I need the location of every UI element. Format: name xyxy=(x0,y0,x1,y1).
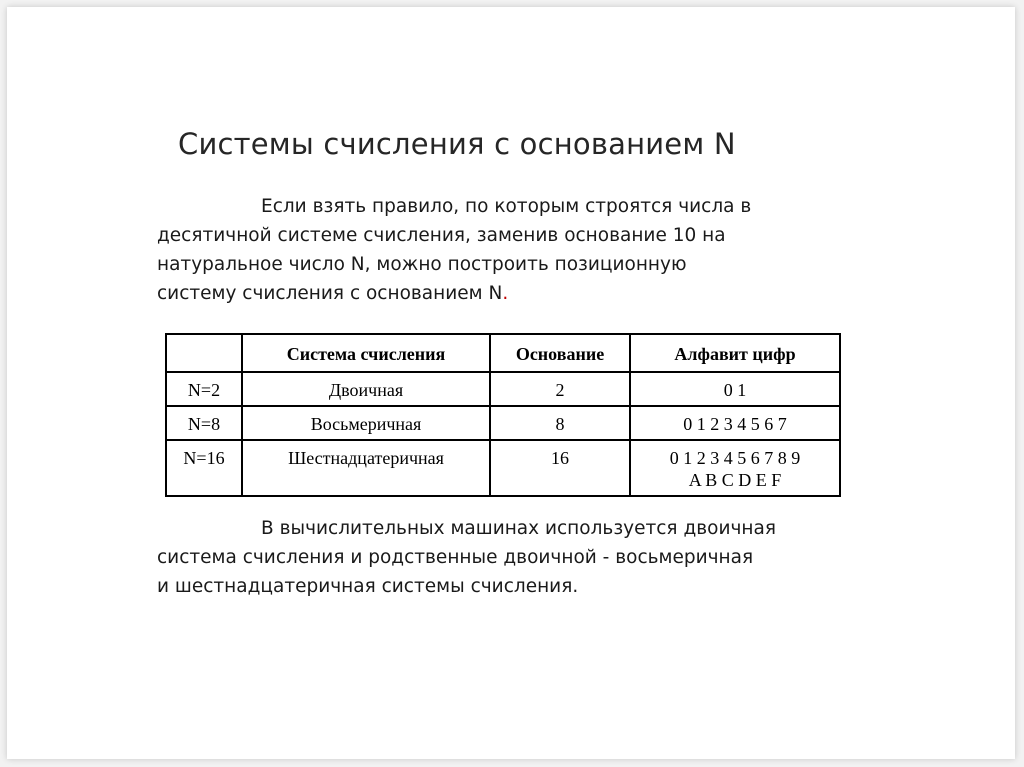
slide xyxy=(7,7,1015,759)
table-header-row xyxy=(166,334,840,372)
slide-title: Системы счисления с основанием N xyxy=(178,127,736,161)
cell-alphabet xyxy=(630,372,840,406)
cell-base: 16 xyxy=(490,440,630,496)
alphabet-line: A B C D E F xyxy=(688,470,782,490)
intro-line-4-text: систему счисления с основанием N xyxy=(157,283,503,304)
cell-base: 8 xyxy=(490,406,630,440)
outro-line-1: В вычислительных машинах используется двоичная xyxy=(261,518,776,539)
cell-system-name: Шестнадцатеричная xyxy=(242,440,490,496)
alphabet-line: 0 1 xyxy=(723,380,747,400)
cell-system-name: Восьмеричная xyxy=(242,406,490,440)
header-cell-base: Основание xyxy=(490,334,630,372)
cell-n: N=8 xyxy=(166,406,242,440)
number-systems-table xyxy=(165,333,841,497)
intro-line-4 xyxy=(157,279,857,308)
header-cell-system: Система счисления xyxy=(242,334,490,372)
outro-line-2: система счисления и родственные двоичной - восьмеричная xyxy=(157,547,754,568)
header-cell-alphabet: Алфавит цифр xyxy=(630,334,840,372)
intro-paragraph xyxy=(157,192,857,308)
table-row xyxy=(166,440,840,496)
cell-system-name: Двоичная xyxy=(242,372,490,406)
cell-alphabet xyxy=(630,406,840,440)
cell-base: 2 xyxy=(490,372,630,406)
header-cell-n xyxy=(166,334,242,372)
alphabet-line: 0 1 2 3 4 5 6 7 8 9 xyxy=(669,448,801,468)
cell-alphabet xyxy=(630,440,840,496)
intro-line-2: десятичной системе счисления, заменив основание 10 на xyxy=(157,225,726,246)
outro-line-3: и шестнадцатеричная системы счисления. xyxy=(157,576,579,597)
outro-paragraph xyxy=(157,514,857,601)
cell-n: N=16 xyxy=(166,440,242,496)
alphabet-line: 0 1 2 3 4 5 6 7 xyxy=(683,414,787,434)
intro-line-3: натуральное число N, можно построить позиционную xyxy=(157,254,687,275)
table-row xyxy=(166,406,840,440)
cell-n: N=2 xyxy=(166,372,242,406)
intro-line-4-dot: . xyxy=(502,283,509,304)
intro-line-1: Если взять правило, по которым строятся числа в xyxy=(261,196,752,217)
table-row xyxy=(166,372,840,406)
